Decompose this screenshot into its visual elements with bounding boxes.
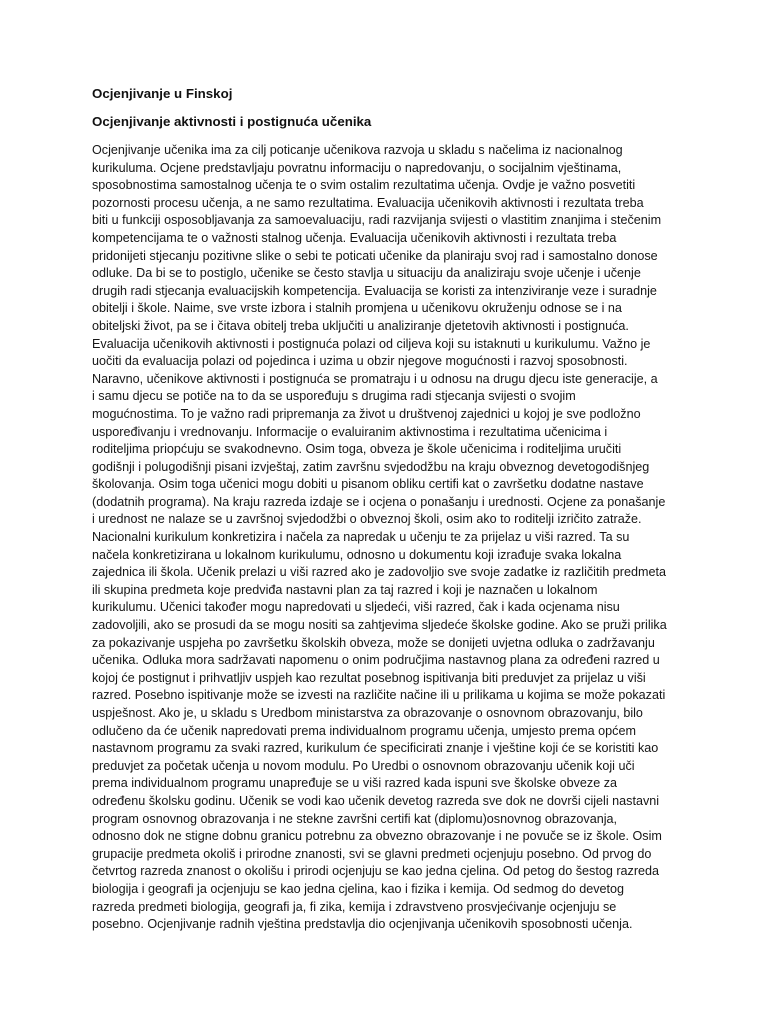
paragraph-line: ili skupina predmeta koje predviđa nastavni plan za taj razred i koji je naznačen u lokalnom [92, 582, 598, 597]
paragraph-line: za pokazivanje uspjeha po završetku školskih obveza, može se donijeti uvjetna odluka o zadržavanju [92, 635, 655, 650]
paragraph-line: četvrtog razreda znanost o okolišu i prirodi ocjenjuju se kao jedna cjelina. Od petog do šestog razreda [92, 864, 660, 879]
paragraph-line: Nacionalni kurikulum konkretizira i načela za napredak u učenju te za prijelaz u viši razred. Ta su [92, 530, 630, 545]
document-title: Ocjenjivanje u Finskoj [92, 86, 233, 101]
paragraph-line: biologija i geografi ja ocjenjuju se kao jedna cjelina, kao i fizika i kemija. Od sedmog do devetog [92, 881, 625, 896]
paragraph-line: načela konkretizirana u lokalnom kurikulumu, odnosno u dokumentu koji izrađuje svaka lokalna [92, 547, 622, 562]
paragraph-line: drugih radi stjecanja evaluacijskih kompetencija. Evaluacija se koristi za intenziviranje veze i suradnje [92, 283, 657, 298]
paragraph-line: prema individualnom programu unapređuje se u viši razred kada ispuni sve školske obveze za [92, 776, 618, 791]
paragraph-line: mogućnostima. To je važno radi pripremanja za život u društvenoj zajednici u kojoj je sve podložno [92, 406, 641, 421]
paragraph-line: i urednost ne nalaze se u završnoj svjedodžbi o obveznoj školi, osim ako to roditelji izričito zatraže. [92, 512, 642, 527]
paragraph-line: Naravno, učenikove aktivnosti i postignuća se promatraju i u odnosu na drugu djecu iste generacije, a [92, 371, 658, 386]
paragraph-line: zajednica ili škola. Učenik prelazi u viši razred ako je zadovoljio sve svoje zadatke iz različitih predmeta [92, 565, 666, 580]
paragraph-line: Evaluacija učenikovih aktivnosti i postignuća polazi od ciljeva koji su istaknuti u kurikulumu. Važno je [92, 336, 651, 351]
paragraph-line: obitelji i škole. Naime, sve vrste izbora i stalnih promjena u učenikovu okruženju odnose se i na [92, 301, 622, 316]
paragraph-line: Ocjenjivanje učenika ima za cilj poticanje učenikova razvoja u skladu s načelima iz nacionalnog [92, 143, 623, 157]
paragraph-line: uspoređivanju i vrednovanju. Informacije o evaluiranim aktivnostima i rezultatima učenicima i [92, 424, 608, 439]
paragraph-line: program osnovnog obrazovanja i ne stekne završni certifi kat (diplomu)osnovnog obrazovanja, [92, 811, 618, 826]
paragraph-line: uspješnost. Ako je, u skladu s Uredbom ministarstva za obrazovanje o osnovnom obrazovanju, bilo [92, 706, 643, 720]
paragraph-line: kojoj će postignut i prihvatljiv uspjeh kao rezultat posebnog ispitivanja biti preduvjet za prijelaz u viši [92, 670, 646, 685]
paragraph-line: nastavnom programu za svaki razred, kurikulum će specificirati znanje i vještine koji će se koristiti kao [92, 741, 659, 756]
paragraph-line: određenu školsku godinu. Učenik se vodi kao učenik devetog razreda sve dok ne dovrši cijeli nastavni [92, 793, 660, 808]
paragraph-line: preduvjet za početak učenja u novom modulu. Po Uredbi o osnovnom obrazovanju učenik koji uči [92, 758, 635, 773]
section-title: Ocjenjivanje aktivnosti i postignuća učenika [92, 114, 372, 129]
paragraph-line: sposobnostima samostalnog učenja te o svim ostalim rezultatima učenja. Ovdje je važno posvetiti [92, 178, 636, 193]
paragraph-line: grupacije predmeta okoliš i prirodne znanosti, svi se glavni predmeti ocjenjuju posebno. Od prvog do [92, 846, 652, 861]
paragraph-line: razreda predmeti biologija, geografi ja, fi zika, kemija i zdravstveno prosvjećivanje ocjenjuju se [92, 899, 617, 914]
paragraph-line: kompetencijama te o važnosti stalnog učenja. Evaluacija učenikovih aktivnosti i rezultata treba [92, 230, 617, 245]
body-paragraph [92, 142, 692, 934]
paragraph-line: (dodatnih programa). Na kraju razreda izdaje se i ocjena o ponašanju i urednosti. Ocjene za ponašanje [92, 494, 666, 509]
paragraph-line: razred. Posebno ispitivanje može se izvesti na različite načine ili u prilikama u kojima se može pokazati [92, 688, 666, 703]
paragraph-line: roditeljima priopćuju se svakodnevno. Osim toga, obveza je škole učenicima i roditeljima uručiti [92, 442, 622, 457]
paragraph-line: godišnji i polugodišnji pisani izvještaj, zatim završnu svjedodžbu na kraju obveznog devetogodišnjeg [92, 459, 650, 474]
paragraph-line: obiteljski život, pa se i čitava obitelj treba uključiti u analiziranje djetetovih aktivnosti i postignuća. [92, 318, 629, 333]
paragraph-line: odlučeno da će učenik napredovati prema individualnom programu učenja, umjesto prema općem [92, 723, 636, 738]
paragraph-line: uočiti da evaluacija polazi od pojedinca i uzima u obzir njegove mogućnosti i razvoj sposobnosti. [92, 354, 628, 369]
paragraph-line: školovanja. Osim toga učenici mogu dobiti u pisanom obliku certifi kat o završetku dodatne nastave [92, 477, 644, 492]
paragraph-line: i samu djecu se potiče na to da se uspoređuju s drugima radi stjecanja svijesti o svojim [92, 389, 576, 404]
paragraph-line: zadovoljili, ako se prosudi da se mogu nositi sa zahtjevima sljedeće školske godine. Ako se pruži prilika [92, 618, 667, 633]
paragraph-line: učenika. Odluka mora sadržavati napomenu o onim područjima nastavnog plana za određeni razred u [92, 653, 660, 668]
paragraph-line: odluke. Da bi se to postiglo, učenike se često stavlja u situaciju da analiziraju svoje učenje i učenje [92, 266, 641, 281]
paragraph-line: odnosno dok ne stigne dobnu granicu potrebnu za obvezno obrazovanje i ne povuče se iz škole. Osim [92, 829, 662, 844]
paragraph-line: posebno. Ocjenjivanje radnih vještina predstavlja dio ocjenjivanja učenikovih sposobnosti učenja. [92, 917, 633, 932]
paragraph-line: kurikulumu. Učenici također mogu napredovati u sljedeći, viši razred, čak i kada ocjenama nisu [92, 600, 620, 615]
paragraph-line: pozornosti procesu učenja, a ne samo rezultatima. Evaluacija učenikovih aktivnosti i rezultata treba [92, 195, 644, 210]
paragraph-line: kurikuluma. Ocjene predstavljaju povratnu informaciju o napredovanju, o socijalnim vještinama, [92, 160, 622, 175]
paragraph-line: biti u funkciji osposobljavanja za samoevaluaciju, radi razvijanja svijesti o vlastitim znanjima i stečenim [92, 213, 662, 228]
paragraph-line: pridonijeti stjecanju pozitivne slike o sebi te poticati učenike da planiraju svoj rad i samostalno donose [92, 248, 658, 263]
